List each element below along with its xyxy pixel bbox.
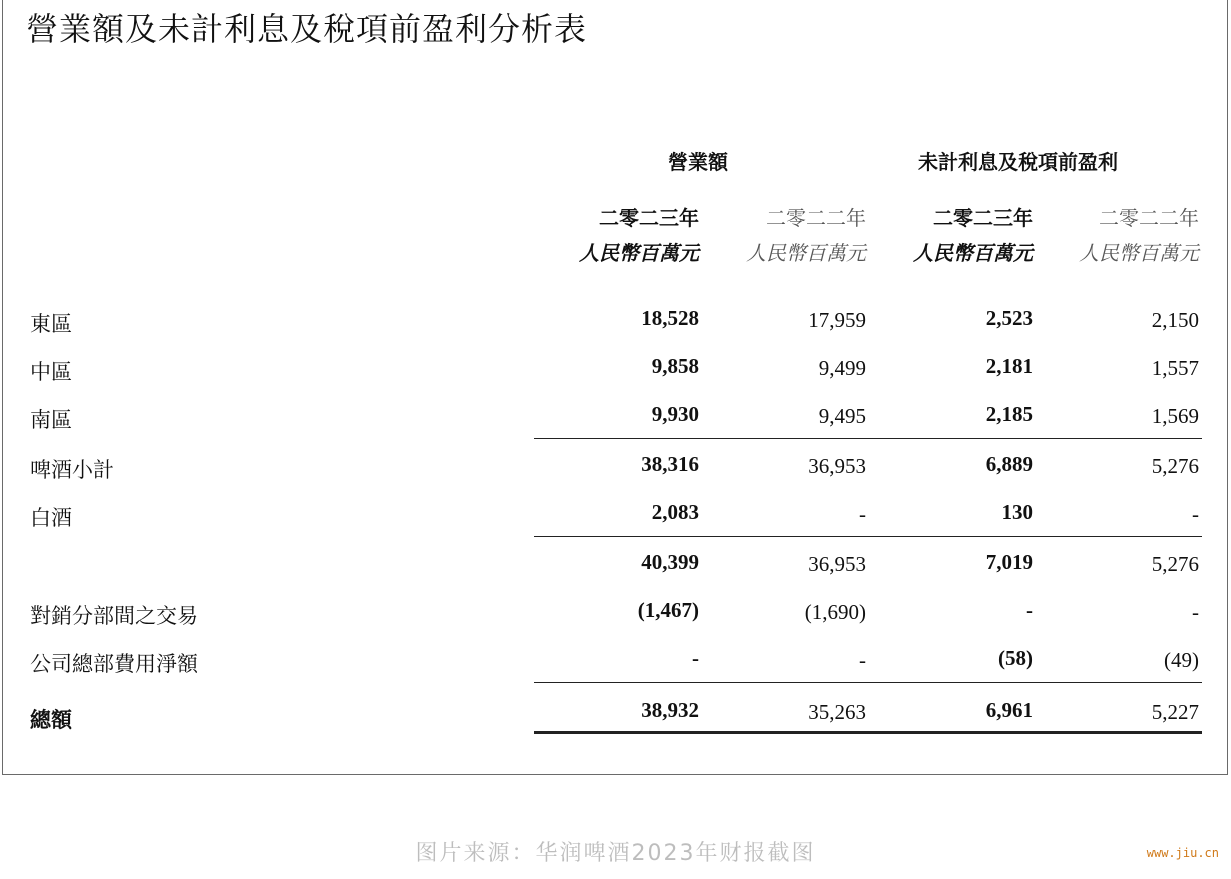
cell-rev-2022: -	[859, 502, 866, 526]
revenue-header: 營業額	[668, 150, 728, 174]
cell-ebit-2023: 2,523	[985, 306, 1033, 330]
ebit-header: 未計利息及稅項前盈利	[918, 150, 1118, 174]
row-label-total: 總額	[30, 708, 72, 732]
cell-rev-2023: 38,316	[641, 452, 699, 476]
cell-rev-2022: (1,690)	[804, 600, 866, 624]
row-label: 中區	[30, 360, 72, 384]
cell-ebit-2022: 5,227	[1151, 700, 1199, 724]
cell-rev-2023: -	[692, 646, 699, 670]
cell-rev-2022: 36,953	[808, 454, 866, 478]
col-currency-rev-2022: 人民幣百萬元	[746, 241, 866, 265]
cell-rev-2022: 9,495	[818, 404, 866, 428]
col-currency-ebit-2022: 人民幣百萬元	[1079, 241, 1199, 265]
cell-rev-2023: 38,932	[641, 698, 699, 722]
cell-rev-2023: 40,399	[641, 550, 699, 574]
cell-rev-2023: 18,528	[641, 306, 699, 330]
grand-total-rule	[534, 682, 1202, 683]
row-label: 東區	[30, 312, 72, 336]
row-label: 對銷分部間之交易	[30, 604, 198, 628]
cell-ebit-2022: 1,569	[1151, 404, 1199, 428]
cell-ebit-2022: 5,276	[1151, 552, 1199, 576]
cell-ebit-2023: 6,961	[985, 698, 1033, 722]
row-label: 啤酒小計	[30, 458, 114, 482]
cell-rev-2022: 17,959	[808, 308, 866, 332]
cell-ebit-2022: -	[1192, 502, 1199, 526]
cell-rev-2022: 9,499	[818, 356, 866, 380]
watermark: www.jiu.cn	[1146, 846, 1219, 860]
cell-rev-2022: 36,953	[808, 552, 866, 576]
cell-ebit-2023: 6,889	[985, 452, 1033, 476]
cell-ebit-2022: 2,150	[1151, 308, 1199, 332]
image-source-caption: 图片来源：华润啤酒2023年财报截图	[415, 841, 816, 866]
cell-ebit-2022: (49)	[1164, 648, 1199, 672]
col-year-ebit-2022: 二零二二年	[1099, 206, 1199, 230]
cell-ebit-2022: -	[1192, 600, 1199, 624]
cell-ebit-2023: 2,185	[985, 402, 1033, 426]
page-title: 營業額及未計利息及稅項前盈利分析表	[26, 10, 588, 48]
cell-ebit-2023: 2,181	[985, 354, 1033, 378]
cell-rev-2023: 2,083	[651, 500, 699, 524]
cell-rev-2023: 9,858	[651, 354, 699, 378]
cell-ebit-2023: 130	[1001, 500, 1033, 524]
col-currency-ebit-2023: 人民幣百萬元	[913, 241, 1033, 265]
double-rule	[534, 731, 1202, 734]
cell-ebit-2022: 5,276	[1151, 454, 1199, 478]
row-label: 白酒	[30, 506, 72, 530]
total-rule	[534, 536, 1202, 537]
col-currency-rev-2023: 人民幣百萬元	[579, 241, 699, 265]
cell-ebit-2022: 1,557	[1151, 356, 1199, 380]
cell-rev-2023: 9,930	[651, 402, 699, 426]
cell-rev-2022: 35,263	[808, 700, 866, 724]
row-label: 南區	[30, 408, 72, 432]
cell-ebit-2023: 7,019	[985, 550, 1033, 574]
col-year-rev-2022: 二零二二年	[766, 206, 866, 230]
col-year-ebit-2023: 二零二三年	[933, 206, 1033, 230]
subtotal-rule	[534, 438, 1202, 439]
cell-rev-2023: (1,467)	[637, 598, 699, 622]
col-year-rev-2023: 二零二三年	[599, 206, 699, 230]
cell-ebit-2023: -	[1026, 598, 1033, 622]
cell-ebit-2023: (58)	[998, 646, 1033, 670]
cell-rev-2022: -	[859, 648, 866, 672]
row-label: 公司總部費用淨額	[30, 652, 198, 676]
